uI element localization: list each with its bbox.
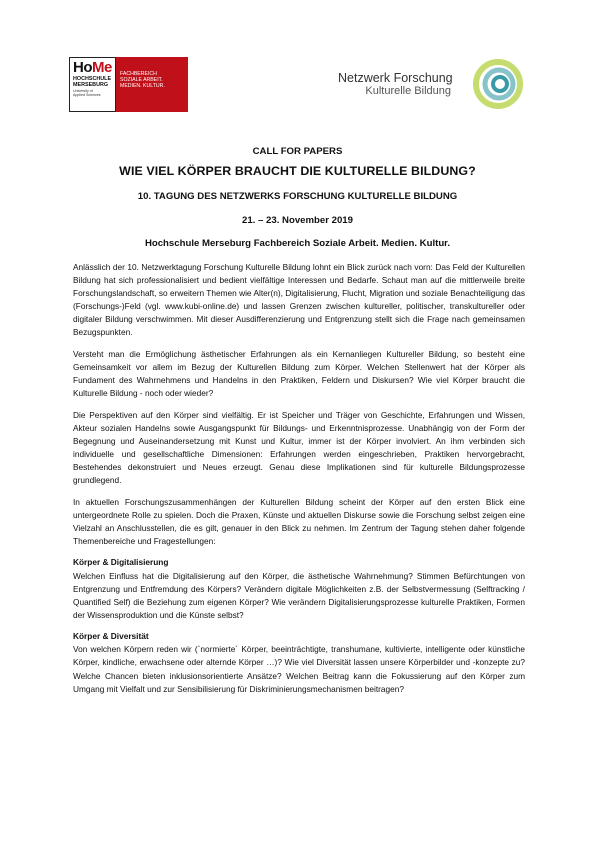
- network-logo-text: [338, 71, 451, 98]
- section-text: Von welchen Körpern reden wir (`normierte´ Körper, beeinträchtigte, transhumane, kultivierte, intelligente oder künstliche Körper, kindliche, erwachsene oder alternde Körper …)? Wie viel Diversität lassen unsere Körperbilder und -konzepte zu? Welche Chancen bieten inklusionsorientierte Ansätze? Welchen Beitrag kann die Fokussierung auf den Körper zum Umgang mit Vielfalt und zur Sensibilisierung für Diskriminierungsmechanismen beitragen?: [73, 644, 525, 694]
- call-for-papers-label: CALL FOR PAPERS: [252, 146, 343, 157]
- rings-icon: [470, 59, 526, 109]
- body-text: [73, 261, 525, 704]
- home-logo-faculty-line: MEDIEN. KULTUR.: [120, 83, 165, 90]
- paragraph: Versteht man die Ermöglichung ästhetischer Erfahrungen als ein Kernanliegen Kultureller Bildung, so besteht eine Gemeinsamkeit vor allem im Bezug der Kulturellen Bildung zum Körper. Welchen Stellenwert hat der Körper als Fundament des Wahrnehmens und Handelns in den Praktiken, Feldern und Diskursen? Wie viel Körper braucht die Kulturelle Bildung - noch oder wieder?: [73, 348, 525, 399]
- home-logo-university: [73, 89, 115, 97]
- home-logo-university-line: University of: [73, 89, 93, 93]
- home-logo-institution-line: MERSEBURG: [73, 82, 109, 88]
- network-logo-line1: Netzwerk Forschung: [338, 71, 453, 85]
- paragraph: Die Perspektiven auf den Körper sind vielfältig. Er ist Speicher und Träger von Geschichte, Erfahrungen und Wissen, Akteur sozialen Handelns sowie Ausgangspunkt für Bildungs- und Erkenntnisprozesse. Unabhängig von der Form der Begegnung und Auseinandersetzung mit Kunst und Kultur, immer ist der Körper involviert. An ihm verbinden sich individuelle und gesellschaftliche Dimensionen: Erfahrungen werden eingeschrieben, Praktiken hervorgebracht, Bestehendes dekonstruiert und Neues erzeugt. Genau diese Implikationen sind für kulturelle Bildungsprozesse grundlegend.: [73, 409, 525, 486]
- home-logo-institution-line: HOCHSCHULE: [73, 76, 112, 82]
- home-logo-faculty-line: SOZIALE ARBEIT.: [120, 77, 163, 84]
- home-mark-me: Me: [92, 59, 112, 76]
- section-diversitaet: [73, 630, 525, 695]
- section-heading: Körper & Diversität: [73, 631, 149, 642]
- home-logo-mark: [73, 60, 115, 75]
- paragraph: Anlässlich der 10. Netzwerktagung Forschung Kulturelle Bildung lohnt ein Blick zurück nach vorn: Das Feld der Kulturellen Bildung hat sich professionalisiert und bedient vielfältige Interessen und Bedarfe. Schaut man auf die mittlerweile breite Forschungslandschaft, so erweitern Themen wie Alter(n), Digitalisierung, Flucht, Migration und soziale Benachteiligung das (Forschungs-)Feld (vgl. www.kubi-online.de) und lassen Grenzen zwischen kultureller, politischer, transkultureller oder digitaler Bildung verschwimmen. Mit dieser Ausdifferenzierung und Entgrenzung stellt sich die Frage nach gemeinsamen Bezugspunkten.: [73, 262, 525, 338]
- home-logo-university-line: Applied Sciences: [73, 93, 101, 97]
- home-logo-institution: [73, 76, 115, 88]
- paragraph: In aktuellen Forschungszusammenhängen der Kulturellen Bildung scheint der Körper auf den ersten Blick eine untergeordnete Rolle zu spielen. Doch die Praxen, Künste und aktuellen Diskurse sowie die Forschung selbst zeigen eine Vielzahl an Anschlusstellen, die es gilt, genauer in den Blick zu nehmen. Im Zentrum der Tagung stehen daher folgende Themenbereiche und Fragestellungen:: [73, 496, 525, 546]
- conference-dates: 21. – 23. November 2019: [242, 215, 353, 226]
- home-logo-faculty-box: [116, 57, 188, 112]
- home-mark-ho: Ho: [73, 59, 92, 76]
- main-title: WIE VIEL KÖRPER BRAUCHT DIE KULTURELLE BILDUNG?: [119, 164, 476, 178]
- network-logo: [338, 59, 528, 109]
- section-text: Welchen Einfluss hat die Digitalisierung auf den Körper, die ästhetische Wahrnehmung? Stimmen Befürchtungen von Entgrenzung und Entfremdung des Körpers? Verändern digitale Möglichkeiten z.B. der Selbstvermessung (Selftracking / Quantified Self) die Beziehung zum eigenen Körper? Wie verändern Digitalisierungsprozesse kulturelle Praktiken, Formen der Wissensproduktion und die Künste selbst?: [73, 570, 525, 620]
- home-logo-faculty-line: FACHBEREICH: [120, 71, 157, 77]
- conference-venue: Hochschule Merseburg Fachbereich Soziale Arbeit. Medien. Kultur.: [144, 238, 451, 249]
- conference-title: 10. TAGUNG DES NETZWERKS FORSCHUNG KULTURELLE BILDUNG: [137, 191, 458, 202]
- network-logo-line2: Kulturelle Bildung: [365, 85, 451, 97]
- home-logo: [69, 57, 188, 112]
- section-digitalisierung: [73, 556, 525, 621]
- home-logo-left: [69, 57, 116, 112]
- section-heading: Körper & Digitalisierung: [73, 557, 169, 568]
